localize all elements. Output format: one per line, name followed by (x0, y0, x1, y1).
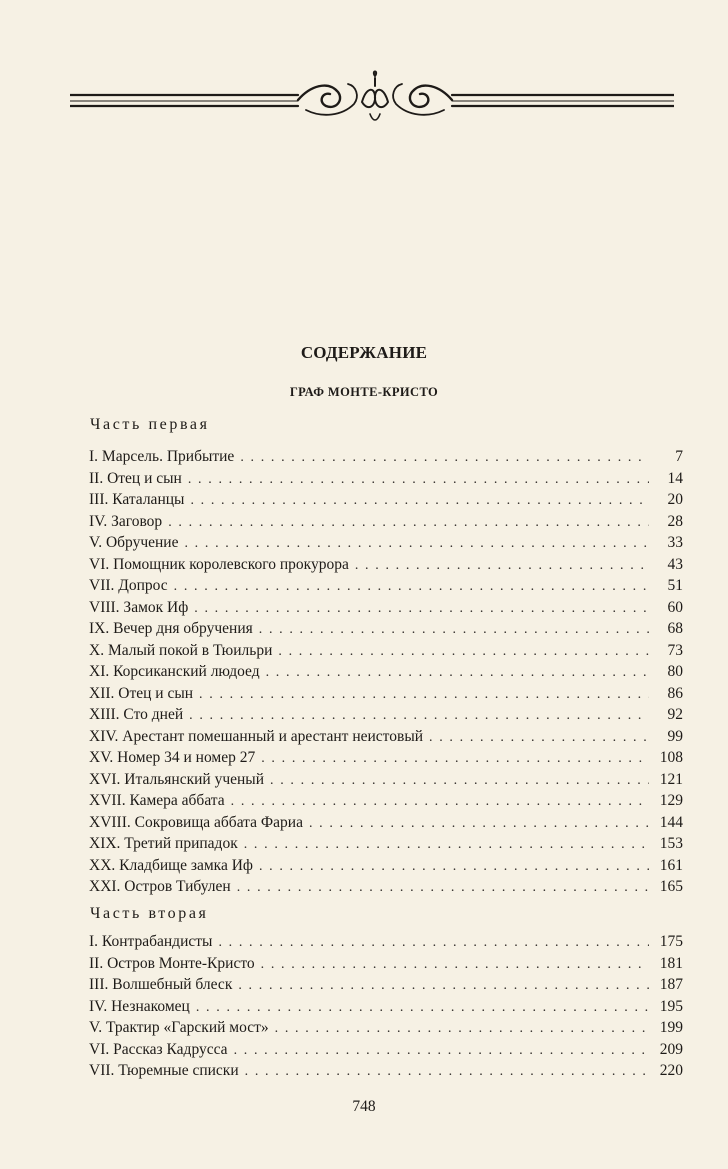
chapter-title: XXI. Остров Тибулен (89, 878, 231, 895)
toc-row (89, 685, 683, 707)
dot-leader (237, 880, 649, 896)
toc-row (89, 620, 683, 642)
page-number: 80 (667, 663, 683, 680)
dot-leader (275, 1021, 649, 1037)
toc-row (89, 857, 683, 879)
page-number: 28 (667, 512, 683, 530)
chapter-title: XI. Корсиканский людоед (89, 663, 260, 680)
page-number: 7 (675, 448, 683, 465)
dot-leader (231, 794, 649, 810)
toc-row (89, 792, 683, 814)
toc-row (89, 878, 683, 900)
chapter-title: V. Обручение (89, 534, 179, 551)
page-number: 121 (659, 770, 683, 788)
dot-leader (168, 515, 649, 531)
chapter-title: V. Трактир «Гарский мост» (89, 1019, 269, 1036)
page-number: 199 (659, 1019, 683, 1036)
dot-leader (234, 1043, 649, 1059)
page-number: 129 (659, 792, 683, 809)
chapter-title: VII. Тюремные списки (89, 1062, 239, 1079)
toc-row (89, 1041, 683, 1063)
chapter-title: VI. Рассказ Кадрусса (89, 1040, 228, 1058)
chapter-title: I. Марсель. Прибытие (89, 448, 235, 465)
toc-row (89, 955, 683, 977)
toc-row (89, 933, 683, 955)
dot-leader (188, 472, 649, 488)
page-number: 165 (659, 878, 683, 895)
page-number: 187 (659, 976, 683, 993)
page-number: 144 (659, 813, 683, 831)
chapter-title: IV. Незнакомец (89, 997, 190, 1015)
page-number: 175 (659, 933, 683, 950)
page-number: 73 (667, 641, 683, 659)
chapter-title: VII. Допрос (89, 577, 168, 594)
chapter-title: IV. Заговор (89, 512, 163, 530)
toc-row (89, 835, 683, 857)
toc-row (89, 599, 683, 621)
toc-row (89, 470, 683, 492)
chapter-title: II. Остров Монте-Кристо (89, 954, 255, 972)
dot-leader (309, 816, 649, 832)
headpiece-ornament (70, 66, 674, 136)
dot-leader (190, 493, 649, 509)
dot-leader (259, 622, 649, 638)
page-number: 181 (659, 954, 683, 972)
page-number: 209 (659, 1040, 683, 1058)
dot-leader (259, 859, 649, 875)
dot-leader (355, 558, 649, 574)
toc-row (89, 663, 683, 685)
page-number: 68 (667, 620, 683, 637)
toc-row (89, 976, 683, 998)
toc-row (89, 577, 683, 599)
part-heading: Часть первая (90, 416, 210, 433)
chapter-title: IX. Вечер дня обручения (89, 620, 253, 637)
chapter-title: VIII. Замок Иф (89, 598, 189, 616)
page-number: 86 (667, 684, 683, 702)
dot-leader (189, 708, 649, 724)
page-number: 161 (659, 856, 683, 874)
toc-part-1 (89, 448, 683, 900)
dot-leader (261, 957, 649, 973)
book-title: ГРАФ МОНТЕ-КРИСТО (289, 385, 439, 399)
page-number: 153 (659, 835, 683, 852)
page-number: 20 (667, 491, 683, 508)
page-number: 92 (667, 706, 683, 723)
dot-leader (218, 935, 649, 951)
chapter-title: XIII. Сто дней (89, 706, 184, 723)
dot-leader (240, 450, 649, 466)
chapter-title: I. Контрабандисты (89, 933, 213, 950)
toc-row (89, 998, 683, 1020)
chapter-title: VI. Помощник королевского прокурора (89, 555, 349, 573)
page-number: 108 (659, 749, 683, 766)
chapter-title: XVIII. Сокровища аббата Фариа (89, 813, 303, 831)
toc-row (89, 706, 683, 728)
toc-part-2 (89, 933, 683, 1084)
page-number: 220 (659, 1062, 683, 1079)
dot-leader (261, 751, 649, 767)
toc-row (89, 1019, 683, 1041)
toc-row (89, 814, 683, 836)
toc-row (89, 534, 683, 556)
dot-leader (196, 1000, 649, 1016)
dot-leader (244, 837, 649, 853)
chapter-title: XIX. Третий припадок (89, 835, 238, 852)
chapter-title: XVII. Камера аббата (89, 792, 225, 809)
dot-leader (245, 1064, 649, 1080)
dot-leader (238, 978, 649, 994)
page-title: СОДЕРЖАНИЕ (300, 343, 428, 362)
toc-row (89, 728, 683, 750)
chapter-title: X. Малый покой в Тюильри (89, 641, 273, 659)
page-number: 99 (667, 727, 683, 745)
dot-leader (270, 773, 649, 789)
chapter-title: III. Волшебный блеск (89, 976, 233, 993)
page-number: 14 (667, 469, 683, 487)
chapter-title: XVI. Итальянский ученый (89, 770, 265, 788)
chapter-title: II. Отец и сын (89, 469, 182, 487)
chapter-title: XV. Номер 34 и номер 27 (89, 749, 256, 766)
toc-row (89, 642, 683, 664)
chapter-title: III. Каталанцы (89, 491, 185, 508)
chapter-title: XIV. Арестант помешанный и арестант неистовый (89, 727, 424, 745)
toc-row (89, 448, 683, 470)
page-number: 33 (667, 534, 683, 551)
dot-leader (429, 730, 649, 746)
dot-leader (194, 601, 649, 617)
toc-row (89, 1062, 683, 1084)
chapter-title: XX. Кладбище замка Иф (89, 856, 253, 874)
toc-row (89, 771, 683, 793)
part-heading: Часть вторая (90, 905, 209, 922)
toc-row (89, 513, 683, 535)
toc-row (89, 491, 683, 513)
dot-leader (174, 579, 649, 595)
toc-row (89, 556, 683, 578)
dot-leader (199, 687, 649, 703)
dot-leader (184, 536, 649, 552)
page-number: 51 (667, 577, 683, 594)
dot-leader (278, 644, 649, 660)
page-number: 60 (667, 598, 683, 616)
toc-row (89, 749, 683, 771)
page-number: 43 (667, 555, 683, 573)
page-number-footer: 748 (352, 1098, 376, 1115)
chapter-title: XII. Отец и сын (89, 684, 194, 702)
page-number: 195 (659, 997, 683, 1015)
dot-leader (266, 665, 649, 681)
